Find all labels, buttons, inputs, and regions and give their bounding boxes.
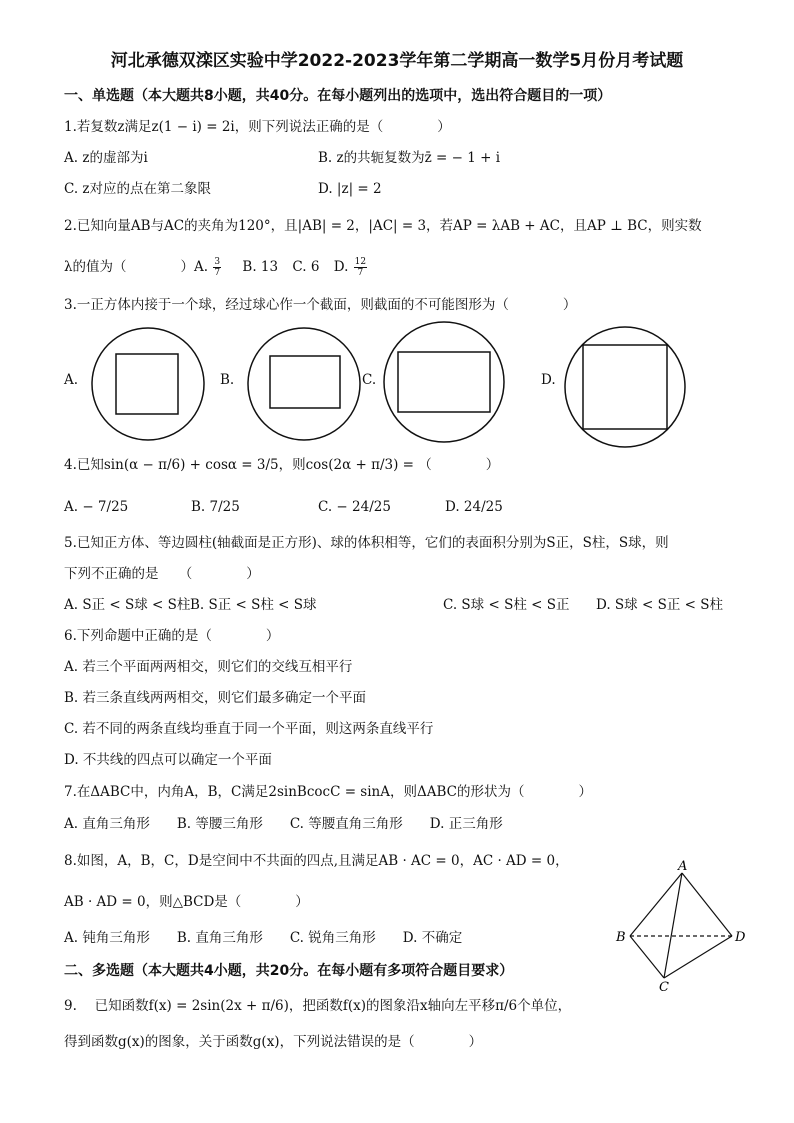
circle-shape xyxy=(248,328,360,440)
q2-stem-line2 xyxy=(64,257,368,278)
q5-option-c: C. S球 < S柱 < S正 xyxy=(443,597,570,613)
q5-option-a: A. S正 < S球 < S柱 xyxy=(64,597,191,613)
vertex-label-b: B xyxy=(616,930,626,945)
section-1-heading: 一、单选题（本大题共8小题，共40分。在每小题列出的选项中，选出符合题目的一项） xyxy=(64,88,612,104)
q4-option-c: C. − 24/25 xyxy=(318,499,391,515)
q9-stem-line2: 得到函数g(x)的图象，关于函数g(x)，下列说法错误的是（ ） xyxy=(64,1034,483,1050)
edge-bc xyxy=(630,936,664,978)
section-2-heading: 二、多选题（本大题共4小题，共20分。在每小题有多项符合题目要求） xyxy=(64,963,514,979)
q8-tetrahedron-figure xyxy=(612,860,752,994)
q2-stem-line1: 2.已知向量AB与AC的夹角为120°，且|AB| = 2，|AC| = 3，若AP = λAB + AC，且AP ⊥ BC，则实数 xyxy=(64,218,702,234)
vertex-label-c: C xyxy=(659,980,669,994)
q4-option-a: A. − 7/25 xyxy=(64,499,129,515)
q6-stem: 6.下列命题中正确的是（ ） xyxy=(64,628,280,644)
q3-figure-d xyxy=(562,324,688,450)
q5-stem-line2: 下列不正确的是 （ ） xyxy=(64,566,260,582)
circle-shape xyxy=(92,328,204,440)
edge-ab xyxy=(630,873,682,936)
exam-title: 河北承德双滦区实验中学2022-2023学年第二学期高一数学5月份月考试题 xyxy=(110,51,684,71)
q6-option-c: C. 若不同的两条直线均垂直于同一个平面，则这两条直线平行 xyxy=(64,721,434,737)
q2-option-d-denominator: 7 xyxy=(357,268,364,278)
small-square-shape xyxy=(116,354,178,414)
vertex-label-a: A xyxy=(678,860,688,874)
q9-stem-line1: 9. 已知函数f(x) = 2sin(2x + π/6)，把函数f(x)的图象沿x轴向左平移π/6个单位， xyxy=(64,998,572,1014)
q3-option-d-label: D. xyxy=(541,372,556,388)
q2-option-a-denominator: 7 xyxy=(214,268,221,278)
q2-option-d-fraction xyxy=(354,257,367,278)
circle-shape xyxy=(384,322,504,442)
q5-stem-line1: 5.已知正方体、等边圆柱(轴截面是正方形)、球的体积相等，它们的表面积分别为S正，S柱，S球，则 xyxy=(64,535,669,551)
q3-figure-b xyxy=(244,324,364,444)
q3-option-c-label: C. xyxy=(362,372,377,388)
edge-cd xyxy=(664,936,732,978)
vertex-label-d: D xyxy=(735,930,746,945)
q7-options: A. 直角三角形 B. 等腰三角形 C. 等腰直角三角形 D. 正三角形 xyxy=(64,816,503,832)
q2-option-d-prefix: D. xyxy=(333,259,353,275)
q2-option-a-numerator: 3 xyxy=(214,257,221,267)
q3-figure-a xyxy=(88,324,208,444)
q3-stem: 3.一正方体内接于一个球，经过球心作一个截面，则截面的不可能图形为（ ） xyxy=(64,297,577,313)
edge-ac xyxy=(664,873,682,978)
q1-stem: 1.若复数z满足z(1 − i) = 2i，则下列说法正确的是（ ） xyxy=(64,119,451,135)
rectangle-shape xyxy=(270,356,340,408)
inscribed-square-shape xyxy=(583,345,667,429)
q2-option-b: B. 13 xyxy=(242,259,279,275)
edge-ad xyxy=(682,873,732,936)
q6-option-a: A. 若三个平面两两相交，则它们的交线互相平行 xyxy=(64,659,353,675)
q3-option-a-label: A. xyxy=(64,372,79,388)
q8-options: A. 钝角三角形 B. 直角三角形 C. 锐角三角形 D. 不确定 xyxy=(64,930,463,946)
q4-option-d: D. 24/25 xyxy=(445,499,503,515)
q6-option-d: D. 不共线的四点可以确定一个平面 xyxy=(64,752,272,768)
q8-stem-line1: 8.如图，A，B，C，D是空间中不共面的四点,且满足AB · AC = 0，AC · AD = 0， xyxy=(64,853,569,869)
q1-option-a: A. z的虚部为i xyxy=(64,150,148,166)
q1-option-b: B. z的共轭复数为z̄ = − 1 + i xyxy=(318,150,501,166)
q2-option-c: C. 6 xyxy=(292,259,320,275)
q5-option-d: D. S球 < S正 < S柱 xyxy=(596,597,723,613)
q8-stem-line2: AB · AD = 0，则△BCD是（ ） xyxy=(64,894,309,910)
q2-option-d-numerator: 12 xyxy=(354,257,367,267)
q2-option-a-fraction xyxy=(213,257,221,278)
q1-option-d: D. |z| = 2 xyxy=(318,181,382,197)
q4-stem: 4.已知sin(α − π/6) + cosα = 3/5，则cos(2α + π/3) = （ ） xyxy=(64,457,500,473)
inscribed-rectangle-shape xyxy=(398,352,490,412)
q2-stem-prefix: λ的值为（ ）A. xyxy=(64,259,213,275)
q5-option-b: B. S正 < S柱 < S球 xyxy=(190,597,317,613)
q3-option-b-label: B. xyxy=(220,372,235,388)
q4-option-b: B. 7/25 xyxy=(191,499,240,515)
q6-option-b: B. 若三条直线两两相交，则它们最多确定一个平面 xyxy=(64,690,367,706)
q7-stem: 7.在ΔABC中，内角A，B，C满足2sinBcocC = sinA，则ΔABC的形状为（ ） xyxy=(64,784,592,800)
q3-figure-c xyxy=(380,318,510,448)
q1-option-c: C. z对应的点在第二象限 xyxy=(64,181,212,197)
